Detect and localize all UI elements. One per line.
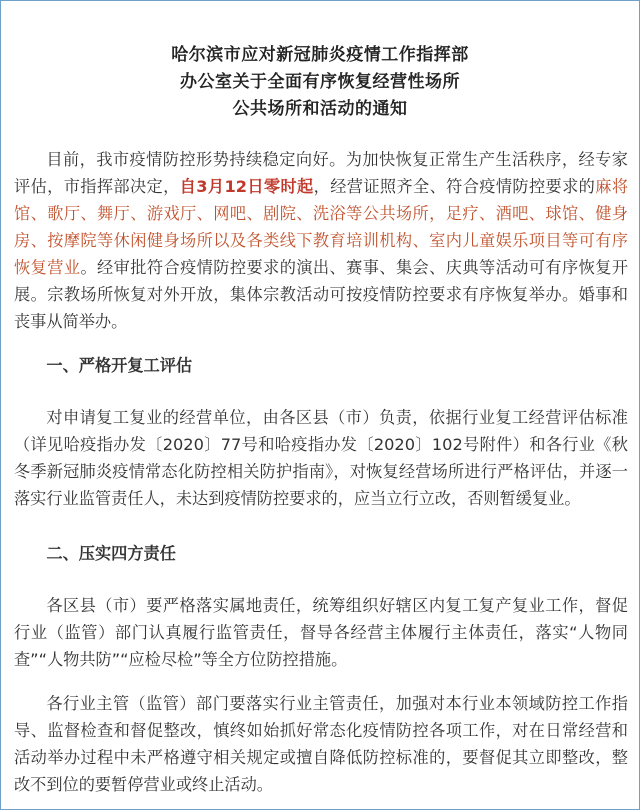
intro-paragraph (14, 146, 628, 335)
notice-title-line-1: 哈尔滨市应对新冠肺炎疫情工作指挥部 (171, 45, 469, 65)
effective-date: 自3月12日零时起 (179, 177, 314, 196)
intro-text-2: ，经营证照齐全、符合疫情防控要求的 (313, 177, 596, 196)
notice-title-line-2: 办公室关于全面有序恢复经营性场所 (180, 72, 460, 92)
section-2-heading: 二、压实四方责任 (46, 544, 176, 563)
venue-list: 麻将馆、歌厅、舞厅、游戏厅、网吧、剧院、洗浴等公共场所，足疗、酒吧、球馆、健身房、按摩院等休闲健身场所以及各类线下教育培训机构、室内儿童娱乐项目等可有序恢复营业 (14, 177, 629, 277)
intro-text-3: 。经审批符合疫情防控要求的演出、赛事、集会、庆典等活动可有序恢复开展。宗教场所恢复对外开放，集体宗教活动可按疫情防控要求有序恢复举办。婚事和丧事从简举办。 (14, 258, 629, 331)
section-2-body-2: 各行业主管（监管）部门要落实行业主管责任，加强对本行业本领域防控工作指导、监督检查和督促整改，慎终如始抓好常态化疫情防控各项工作，对在日常经营和活动举办过程中未严格遵守相关规定或擅自降低防控标准的，要督促其立即整改，整改不到位的要暂停营业或终止活动。 (14, 694, 628, 794)
section-1-heading: 一、严格开复工评估 (46, 356, 193, 375)
intro-text-1: 目前，我市疫情防控形势持续稳定向好。为加快恢复正常生产生活秩序，经专家评估，市指挥部决定， (14, 150, 628, 196)
section-2-body-1: 各区县（市）要严格落实属地责任，统筹组织好辖区内复工复产复业工作，督促行业（监管）部门认真履行监管责任，督导各经营主体履行主体责任，落实“人物同查”“人物共防”“应检尽检”等全方位防控措施。 (14, 596, 628, 669)
notice-title-line-3: 公共场所和活动的通知 (232, 99, 408, 119)
section-1-body: 对申请复工复业的经营单位，由各区县（市）负责，依据行业复工经营评估标准（详见哈疫指办发〔2020〕77号和哈疫指办发〔2020〕102号附件）和各行业《秋冬季新冠肺炎疫情常态化防控相关防护指南》，对恢复经营场所进行严格评估，并逐一落实行业监管责任人，未达到疫情防控要求的，应当立行立改，否则暂缓复业。 (14, 408, 628, 508)
